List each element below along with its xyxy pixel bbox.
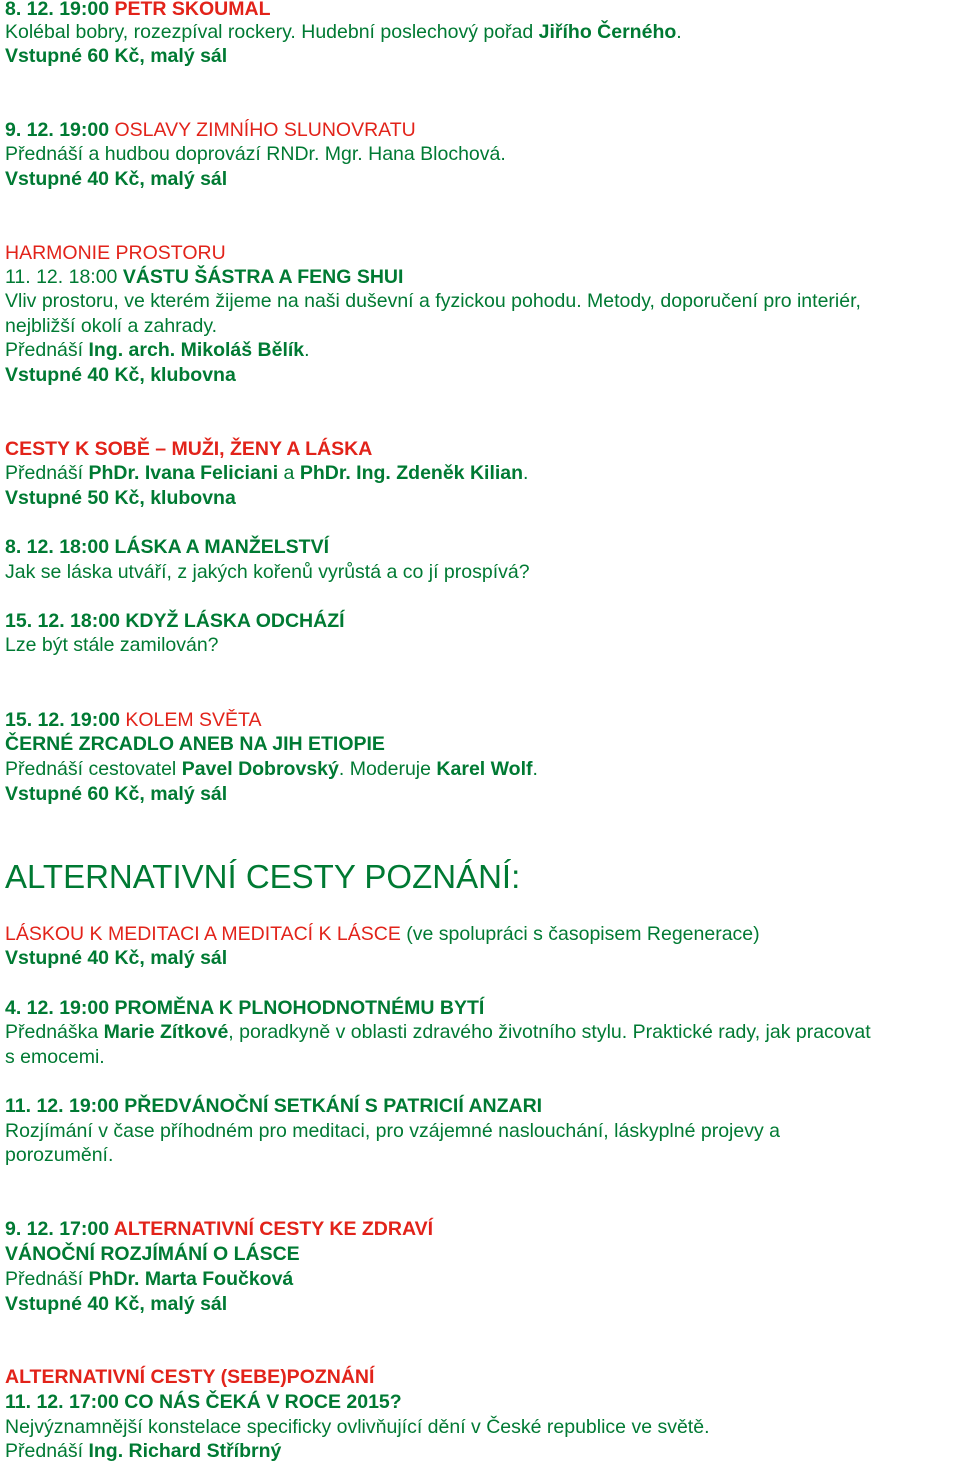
event-heading (5, 535, 329, 559)
event-heading (5, 0, 271, 21)
admission-info: Vstupné 60 Kč, malý sál (5, 783, 228, 805)
event-description: Vliv prostoru, ve kterém žijeme na naši duševní a fyzickou pohodu. Metody, doporučení pro interiér, (5, 290, 861, 312)
event-date: 8. 12. 18:00 (5, 536, 115, 558)
event-description: Rozjímání v čase příhodném pro meditaci, pro vzájemné naslouchání, láskyplné projevy a (5, 1120, 780, 1142)
event-heading (5, 1390, 402, 1414)
event-title: OSLAVY ZIMNÍHO SLUNOVRATU (114, 119, 416, 141)
event-date: 9. 12. 17:00 (5, 1218, 114, 1240)
series-title: LÁSKOU K MEDITACI A MEDITACÍ K LÁSCE (5, 923, 401, 945)
person-name: Pavel Dobrovský (181, 758, 339, 780)
event-subtitle: ČERNÉ ZRCADLO ANEB NA JIH ETIOPIE (5, 733, 385, 755)
event-heading (5, 118, 416, 142)
event-title: CO NÁS ČEKÁ V ROCE 2015? (124, 1391, 402, 1413)
person-name: Marie Zítkové (103, 1021, 229, 1043)
event-title: 8:00 KDYŽ LÁSKA ODCHÁZÍ (80, 610, 345, 632)
event-date: 11. 12. 17:00 (5, 1391, 125, 1413)
series-heading: LÁSKOU K MEDITACI A MEDITACÍ K LÁSCE (ve spolupráci s časopisem Regenerace) (5, 923, 760, 945)
event-heading (5, 609, 345, 633)
person-name: PhDr. Ing. Zdeněk Kilian (299, 462, 524, 484)
event-date: 9. 12. 19:00 (5, 119, 115, 141)
event-description: Přednáška Marie Zítkové, poradkyně v oblasti zdravého životního stylu. Praktické rady, jak pracovat (5, 1021, 871, 1043)
event-date: 11. 12. 19:00 (5, 1095, 125, 1117)
admission-info: Vstupné 40 Kč, malý sál (5, 947, 228, 969)
event-heading (5, 996, 484, 1020)
admission-info: Vstupné 60 Kč, malý sál (5, 45, 228, 67)
event-date: 11. 12. 18:00 (5, 266, 123, 288)
person-name: PhDr. Marta Foučková (88, 1268, 294, 1290)
admission-info: Vstupné 50 Kč, klubovna (5, 487, 236, 509)
event-title: PROMĚNA K PLNOHODNOTNÉMU BYTÍ (114, 997, 485, 1019)
lecturer-line: Přednáší cestovatel Pavel Dobrovský. Moderuje Karel Wolf. (5, 758, 538, 780)
event-subtitle: VÁNOČNÍ ROZJÍMÁNÍ O LÁSCE (5, 1243, 300, 1265)
section-title: ALTERNATIVNÍ CESTY POZNÁNÍ: (5, 858, 521, 895)
admission-info: Vstupné 40 Kč, malý sál (5, 1293, 228, 1315)
event-description: s emocemi. (5, 1046, 105, 1068)
event-description: porozumění. (5, 1144, 114, 1166)
admission-info: Vstupné 40 Kč, klubovna (5, 364, 236, 386)
event-heading (5, 1094, 542, 1118)
admission-info: Vstupné 40 Kč, malý sál (5, 168, 228, 190)
event-date: 15. 12. 1 (5, 610, 81, 632)
event-description: Přednáší a hudbou doprovází RNDr. Mgr. Hana Blochová. (5, 143, 506, 165)
person-name: Ing. Richard Stříbrný (88, 1440, 282, 1462)
lecturer-line: Přednáší Ing. Richard Stříbrný (5, 1440, 282, 1462)
event-title: PETR SKOUMAL (114, 0, 271, 20)
person-name: RNDr. Mgr. Hana Blochová (266, 143, 501, 165)
event-title: PŘEDVÁNOČNÍ SETKÁNÍ S PATRICIÍ ANZARI (124, 1095, 543, 1117)
lecturer-line: Přednáší Ing. arch. Mikoláš Bělík. (5, 339, 310, 361)
event-heading (5, 708, 262, 732)
event-heading (5, 1217, 433, 1241)
section-heading: HARMONIE PROSTORU (5, 242, 226, 264)
person-name: Karel Wolf (436, 758, 533, 780)
section-heading: ALTERNATIVNÍ CESTY (SEBE)POZNÁNÍ (5, 1366, 375, 1388)
event-date: 4. 12. 19:00 (5, 997, 115, 1019)
person-name: Ing. arch. Mikoláš Bělík (88, 339, 305, 361)
lecturer-line: Přednáší PhDr. Ivana Feliciani a PhDr. Ing. Zdeněk Kilian. (5, 462, 529, 484)
event-heading (5, 265, 403, 289)
person-name: Jiřího Černého (538, 21, 677, 43)
event-title: LÁSKA A MANŽELSTVÍ (114, 536, 329, 558)
event-description: Lze být stále zamilován? (5, 634, 219, 656)
event-description: Kolébal bobry, rozezpíval rockery. Hudební poslechový pořad Jiřího Černého. (5, 21, 682, 43)
event-date: 15. 12. 19:00 (5, 709, 126, 731)
event-description: nejbližší okolí a zahrady. (5, 315, 218, 337)
event-title: VÁSTU ŠÁSTRA A FENG SHUI (122, 266, 404, 288)
event-date: 8. 12. 19:00 (5, 0, 115, 20)
event-description: Jak se láska utváří, z jakých kořenů vyrůstá a co jí prospívá? (5, 561, 530, 583)
event-title: KOLEM SVĚTA (125, 709, 262, 731)
person-name: PhDr. Ivana Feliciani (88, 462, 279, 484)
lecturer-line: Přednáší PhDr. Marta Foučková (5, 1268, 294, 1290)
section-heading: CESTY K SOBĚ – MUŽI, ŽENY A LÁSKA (5, 438, 373, 460)
event-title: ALTERNATIVNÍ CESTY KE ZDRAVÍ (113, 1218, 434, 1240)
event-description: Nejvýznamnější konstelace specificky ovlivňující dění v České republice ve světě. (5, 1416, 710, 1438)
